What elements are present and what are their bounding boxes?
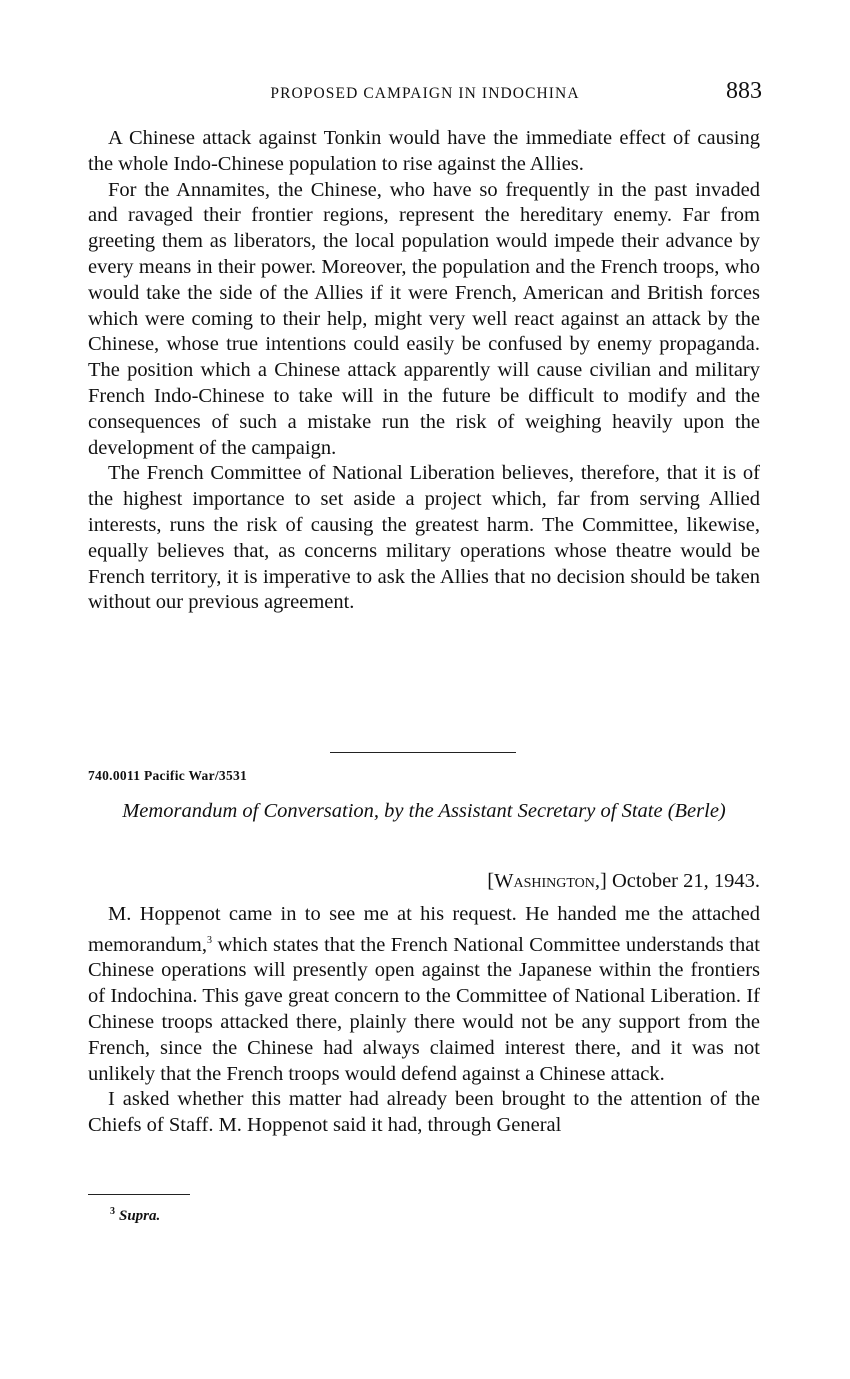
dateline-place: [Washington,] — [487, 870, 607, 892]
paragraph: The French Committee of National Liberation believes, therefore, that it is of the highest importance to set aside a project which, far from serving Allied interests, runs the risk of causing the greatest harm. The Committee, likewise, equally believes that, as concerns military operations whose theatre would be French territory, it is imperative to ask the Allies that no decision should be taken without our previous agreement. — [88, 462, 760, 614]
page-number: 883 — [726, 78, 762, 104]
footnote-text: Supra. — [119, 1208, 161, 1224]
continued-memorandum-text — [88, 126, 760, 616]
file-reference: 740.0011 Pacific War/3531 — [88, 768, 248, 783]
paragraph: I asked whether this matter had already been brought to the attention of the Chiefs of Staff. M. Hoppenot said it had, through General — [88, 1088, 760, 1137]
paragraph-text: M. Hoppenot came in to see me at his request. He handed me the attached memorandum, — [88, 903, 760, 956]
memorandum-body — [88, 902, 760, 1139]
running-header — [88, 78, 762, 112]
dateline-date: October 21, 1943. — [611, 870, 760, 892]
paragraph: A Chinese attack against Tonkin would have the immediate effect of causing the whole Indo-Chinese population to rise against the Allies. — [88, 127, 760, 175]
section-divider — [330, 752, 516, 753]
paragraph: For the Annamites, the Chinese, who have so frequently in the past invaded and ravaged their frontier regions, represent the hereditary enemy. Far from greeting them as liberators, the local population would impede their advance by every means in their power. Moreover, the population and the French troops, who would take the side of the Allies if it were French, American and British forces which were coming to their help, might very well react against an attack by the Chinese, whose true intentions could easily be confused by enemy propaganda. The position which a Chinese attack apparently will cause civilian and military French Indo-Chinese to take will in the future be difficult to modify and the consequences of such a mistake run the risk of weighing heavily upon the development of the campaign. — [88, 178, 760, 459]
document-title: Memorandum of Conversation, by the Assistant Secretary of State (Berle) — [122, 800, 726, 822]
paragraph-text: which states that the French National Committee understands that Chinese operations will presently open against the Japanese within the frontiers of Indochina. This gave great concern to the Committee of National Liberation. If Chinese troops attacked there, plainly there would not be any support from the French, since the Chinese had always claimed interest there, and it was not unlikely that the French troops would defend against a Chinese attack. — [88, 933, 760, 1085]
footnote-reference[interactable]: 3 — [207, 934, 212, 946]
footnote — [110, 1206, 160, 1225]
dateline — [487, 870, 760, 893]
running-title: PROPOSED CAMPAIGN IN INDOCHINA — [270, 85, 580, 102]
footnote-mark: 3 — [110, 1206, 115, 1217]
footnote-rule — [88, 1194, 190, 1195]
paragraph — [88, 902, 760, 1087]
